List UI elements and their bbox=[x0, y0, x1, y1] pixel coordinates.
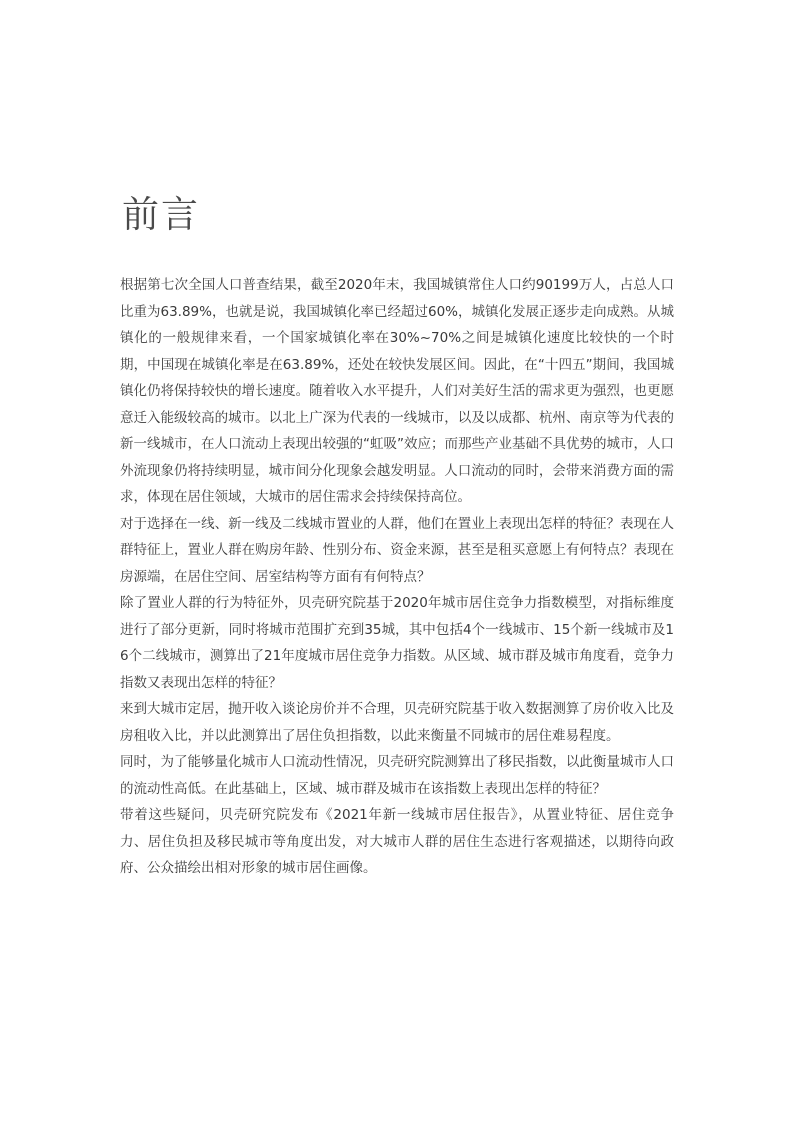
paragraph-3: 除了置业人群的行为特征外，贝壳研究院基于2020年城市居住竞争力指数模型，对指标维度进行了部分更新，同时将城市范围扩充到35城，其中包括4个一线城市、15个新一线城市及16个二线城市，测算出了21年度城市居住竞争力指数。从区域、城市群及城市角度看，竞争力指数又表现出怎样的特征？ bbox=[120, 595, 674, 691]
paragraph-6: 带着这些疑问，贝壳研究院发布《2021年新一线城市居住报告》，从置业特征、居住竞争力、居住负担及移民城市等角度出发，对大城市人群的居住生态进行客观描述，以期待向政府、公众描绘出相对形象的城市居住画像。 bbox=[120, 807, 674, 876]
paragraph-2: 对于选择在一线、新一线及二线城市置业的人群，他们在置业上表现出怎样的特征？表现在人群特征上，置业人群在购房年龄、性别分布、资金来源，甚至是租买意愿上有何特点？表现在房源端，在居住空间、居室结构等方面有有何特点？ bbox=[120, 515, 674, 585]
body-text bbox=[120, 272, 674, 882]
paragraph-4: 来到大城市定居，抛开收入谈论房价并不合理，贝壳研究院基于收入数据测算了房价收入比及房租收入比，并以此测算出了居住负担指数，以此来衡量不同城市的居住难易程度。 bbox=[120, 701, 674, 744]
paragraph-1: 根据第七次全国人口普查结果，截至2020年末，我国城镇常住人口约90199万人，占总人口比重为63.89%，也就是说，我国城镇化率已经超过60%，城镇化发展正逐步走向成熟。从城镇化的一般规律来看，一个国家城镇化率在30%~70%之间是城镇化速度比较快的一个时期，中国现在城镇化率是在63.89%，还处在较快发展区间。因此，在“十四五”期间，我国城镇化仍将保持较快的增长速度。随着收入水平提升，人们对美好生活的需求更为强烈，也更愿意迁入能级较高的城市。以北上广深为代表的一线城市，以及以成都、杭州、南京等为代表的新一线城市，在人口流动上表现出较强的“虹吸”效应；而那些产业基础不具优势的城市，人口外流现象仍将持续明显，城市间分化现象会越发明显。人口流动的同时，会带来消费方面的需求，体现在居住领域，大城市的居住需求会持续保持高位。 bbox=[120, 277, 674, 505]
paragraph-5: 同时，为了能够量化城市人口流动性情况，贝壳研究院测算出了移民指数，以此衡量城市人口的流动性高低。在此基础上，区域、城市群及城市在该指数上表现出怎样的特征？ bbox=[120, 754, 674, 797]
page-title: 前言 bbox=[122, 193, 200, 236]
